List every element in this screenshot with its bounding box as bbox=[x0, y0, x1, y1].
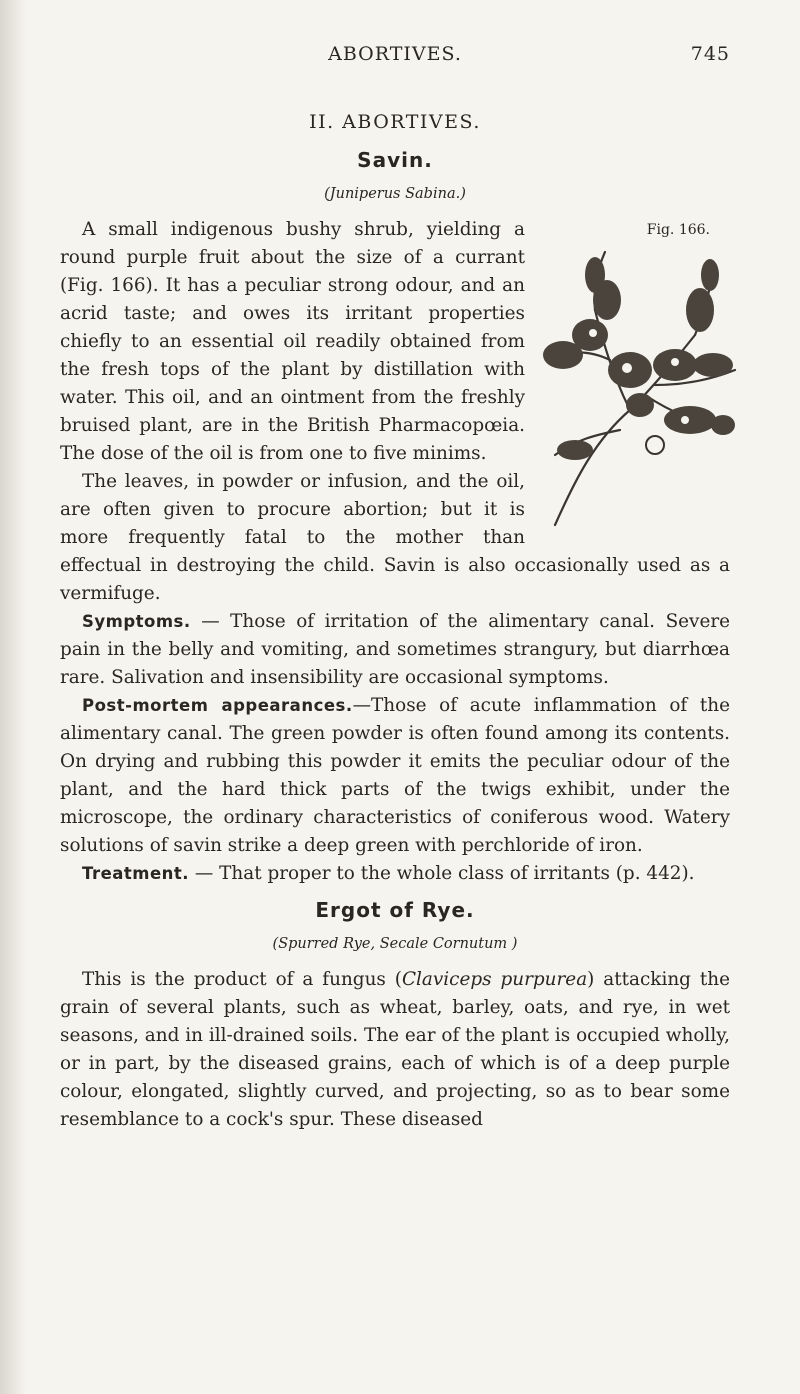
symptoms-text: — Those of irritation of the alimentary canal. Severe pain in the belly and vomiting, and sometimes strangury, but diarrhœa rare. Salivation and insensibility are occasional symptoms. bbox=[60, 611, 730, 688]
book-page bbox=[60, 40, 730, 1134]
figure-166 bbox=[535, 216, 740, 536]
savin-treatment-paragraph bbox=[60, 860, 730, 888]
figure-caption: Fig. 166. bbox=[646, 222, 710, 238]
savin-latin-name: (Juniperus Sabina.) bbox=[324, 186, 466, 202]
savin-title: Savin. bbox=[357, 148, 433, 172]
section-heading: II. ABORTIVES. bbox=[309, 111, 481, 133]
savin-paragraph-description: A small indigenous bushy shrub, yielding a round purple fruit about the size of a currant (Fig. 166). It has a peculiar strong odour, and an acrid taste; and owes its irritant properties chiefly to an essential oil readily obtained from the fresh tops of the plant by distillation with water. This oil, and an ointment from the freshly bruised plant, are in the British Pharmacopœia. The dose of the oil is from one to five minims. bbox=[60, 219, 525, 464]
ergot-text-start: This is the product of a fungus ( bbox=[82, 969, 402, 990]
ergot-text-end: ) attacking the grain of several plants, such as wheat, barley, oats, and rye, in wet seasons, and in ill-drained soils. The ear of the plant is occupied wholly, or in part, by the diseased grains, each of which is of a deep purple colour, elongated, slightly curved, and projecting, so as to bear some resemblance to a cock's spur. These diseased bbox=[60, 969, 730, 1130]
ergot-paragraph bbox=[60, 966, 730, 1134]
savin-branch-illustration bbox=[535, 240, 740, 530]
postmortem-label: Post-mortem appearances. bbox=[82, 696, 353, 715]
book-spine-shadow bbox=[0, 0, 26, 1394]
savin-postmortem-paragraph bbox=[60, 692, 730, 860]
ergot-title: Ergot of Rye. bbox=[315, 898, 475, 922]
savin-symptoms-paragraph bbox=[60, 608, 730, 692]
savin-paragraph-abortion: The leaves, in powder or infusion, and the oil, are often given to procure abortion; but it is more frequently fatal to the mother than effectual in destroying the child. Savin is also occasionally used as a vermifuge. bbox=[60, 471, 730, 604]
ergot-latin-name: (Spurred Rye, Secale Cornutum ) bbox=[272, 936, 518, 952]
treatment-label: Treatment. bbox=[82, 864, 190, 883]
ergot-fungus-name: Claviceps purpurea bbox=[401, 969, 588, 990]
treatment-text: — That proper to the whole class of irritants (p. 442). bbox=[189, 863, 695, 884]
page-number: 745 bbox=[690, 43, 730, 65]
postmortem-text: —Those of acute inflammation of the alimentary canal. The green powder is often found among its contents. On drying and rubbing this powder it emits the peculiar odour of the plant, and the hard thick parts of the twigs exhibit, under the microscope, the ordinary characteristics of coniferous wood. Watery solutions of savin strike a deep green with perchloride of iron. bbox=[60, 695, 731, 856]
symptoms-label: Symptoms. bbox=[82, 612, 191, 631]
running-title: ABORTIVES. bbox=[328, 43, 462, 65]
running-head bbox=[60, 40, 730, 70]
